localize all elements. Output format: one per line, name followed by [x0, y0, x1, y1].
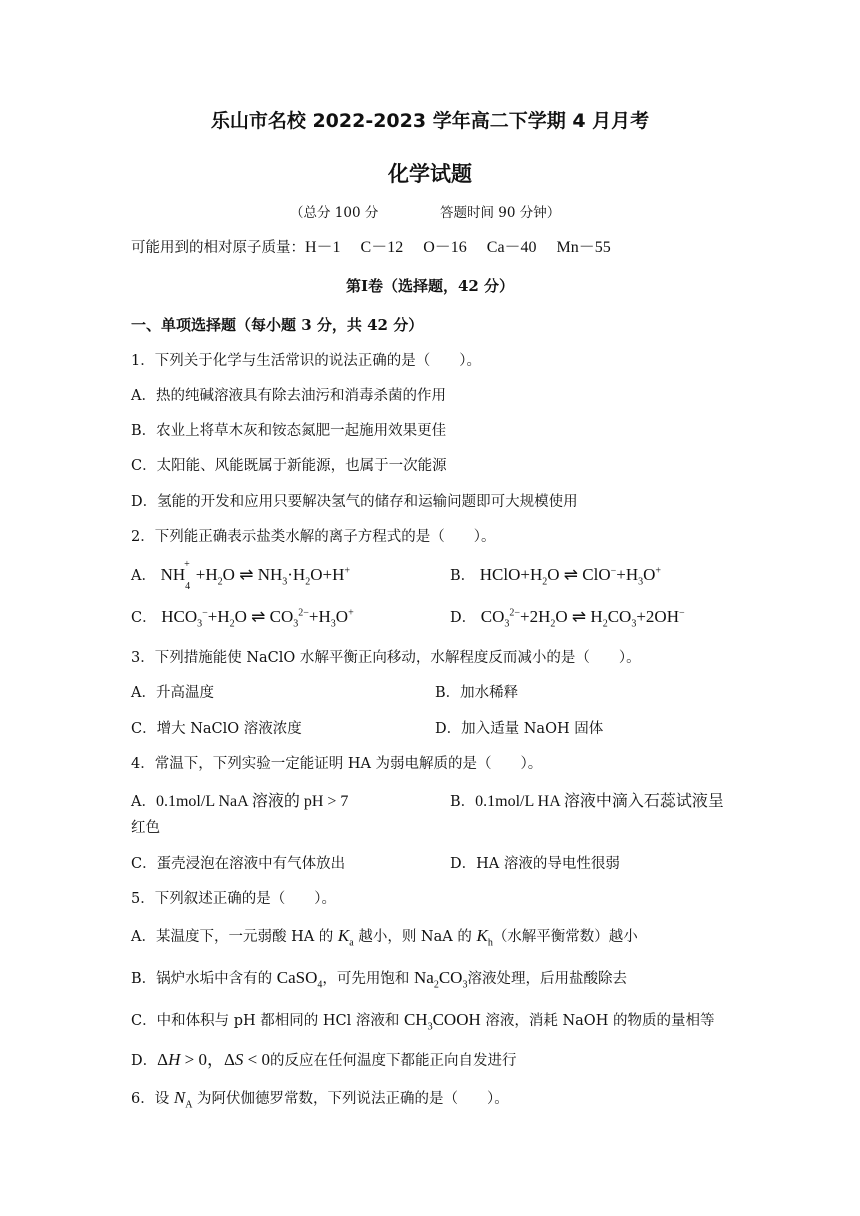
- q3-option-d: D．加入适量 NaOH 固体: [435, 721, 604, 737]
- q5-c-pre: C．中和体积与 pH 都相同的 HCl 溶液和: [131, 1013, 404, 1029]
- q2-b-equation: $HClO+H_2O$ ⇌ $ClO^-+H_3O^+$: [479, 565, 662, 588]
- q5-b-caso4: CaSO$_4$: [276, 968, 323, 991]
- subject-title: 化学试题: [388, 162, 472, 186]
- q5-b-na2co3: $Na_2CO_3$: [414, 968, 468, 991]
- q2-c-label: C．: [131, 610, 157, 626]
- q4-a-text: 0.1mol/L NaA 溶液的 pH > 7: [155, 793, 349, 810]
- exam-title: 乐山市名校 2022-2023 学年高二下学期 4 月月考: [210, 110, 650, 132]
- q5-option-a: [131, 926, 638, 947]
- q2-option-c: [131, 607, 354, 628]
- q6-stem-post: 为阿伏伽德罗常数，下列说法正确的是（ ）。: [192, 1091, 509, 1107]
- q5-a-pre: A．某温度下，一元弱酸 HA 的: [131, 929, 338, 945]
- q5-option-c: [131, 1010, 714, 1031]
- volume-heading: 第Ⅰ卷（选择题，42 分）: [345, 277, 515, 295]
- q3-option-c: C．增大 NaClO 溶液浓度: [131, 721, 302, 737]
- q5-option-d: [131, 1050, 516, 1071]
- q5-b-pre: B．锅炉水垢中含有的: [131, 971, 277, 987]
- q6-na: $N_A$: [173, 1088, 193, 1111]
- q4-option-d: D．HA 溶液的导电性很弱: [450, 856, 620, 872]
- q4-option-b: [450, 792, 724, 812]
- exam-meta-score: （总分 100 分: [290, 205, 379, 221]
- q2-option-d: [450, 607, 685, 628]
- q5-option-b: [131, 968, 627, 989]
- q5-a-mid: 越小，则 NaA 的: [353, 929, 477, 945]
- q6-stem: [131, 1088, 509, 1109]
- q2-stem: 2．下列能正确表示盐类水解的离子方程式的是（ ）。: [131, 529, 496, 545]
- q5-c-post: 溶液，消耗 NaOH 的物质的量相等: [480, 1013, 715, 1029]
- q5-b-post: 溶液处理，后用盐酸除去: [467, 971, 627, 987]
- q2-option-b: [450, 565, 661, 586]
- q5-a-kh: $K_h$: [476, 926, 493, 949]
- q5-d-post: 的反应在任何温度下都能正向自发进行: [269, 1053, 517, 1069]
- q5-d-label: D．: [131, 1053, 158, 1069]
- q2-d-equation: $CO_3^{2-}+2H_2O$ ⇌ $H_2CO_3+2OH^-$: [480, 607, 685, 630]
- q1-stem: 1．下列关于化学与生活常识的说法正确的是（ ）。: [131, 353, 481, 369]
- exam-meta-time: 答题时间 90 分钟）: [440, 205, 561, 221]
- q2-a-label: A．: [131, 568, 156, 584]
- part-heading: 一、单项选择题（每小题 3 分，共 42 分）: [131, 316, 424, 334]
- q4-option-c: C．蛋壳浸泡在溶液中有气体放出: [131, 856, 346, 872]
- q5-a-post: （水解平衡常数）越小: [492, 929, 638, 945]
- q2-option-a: [131, 559, 350, 593]
- q4-a-label: A．: [131, 794, 156, 810]
- q1-option-a: A．热的纯碱溶液具有除去油污和消毒杀菌的作用: [131, 388, 446, 404]
- q5-c-acetic: $CH_3COOH$: [403, 1010, 481, 1033]
- q4-b-text: 0.1mol/L HA 溶液中滴入石蕊试液呈: [475, 793, 724, 810]
- q4-option-a: [131, 792, 348, 812]
- q2-a-equation: $NH_4^++H_2O$ ⇌ $NH_3\cdot H_2O+H^+$: [160, 559, 350, 593]
- q5-stem: 5．下列叙述正确的是（ ）。: [131, 891, 336, 907]
- q1-option-c: C．太阳能、风能既属于新能源，也属于一次能源: [131, 458, 447, 474]
- q2-c-equation: $HCO_3^-+H_2O$ ⇌ $CO_3^{2-}+H_3O^+$: [161, 607, 354, 630]
- q5-b-mid: ，可先用饱和: [322, 971, 414, 987]
- q4-b-label: B．: [450, 794, 476, 810]
- atomic-mass-values: H－1 C－12 O－16 Ca－40 Mn－55: [305, 239, 611, 256]
- q1-option-d: D．氢能的开发和应用只要解决氢气的储存和运输问题即可大规模使用: [131, 494, 578, 510]
- q5-a-ka: $K_a$: [337, 926, 354, 949]
- q4-stem: 4．常温下，下列实验一定能证明 HA 为弱电解质的是（ ）。: [131, 756, 543, 772]
- q2-b-label: B．: [450, 568, 476, 584]
- q5-d-condition: ΔH > 0，ΔS < 0: [157, 1050, 270, 1069]
- q4-option-b-continued: 红色: [131, 820, 160, 836]
- atomic-mass-label: 可能用到的相对原子质量：: [131, 240, 305, 256]
- q3-option-a: A．升高温度: [131, 685, 214, 701]
- q3-stem: 3．下列措施能使 NaClO 水解平衡正向移动，水解程度反而减小的是（ ）。: [131, 650, 641, 666]
- q2-d-label: D．: [450, 610, 477, 626]
- q6-stem-pre: 6．设: [131, 1091, 174, 1107]
- q3-option-b: B．加水稀释: [435, 685, 519, 701]
- atomic-mass-line: [131, 238, 611, 258]
- q1-option-b: B．农业上将草木灰和铵态氮肥一起施用效果更佳: [131, 423, 447, 439]
